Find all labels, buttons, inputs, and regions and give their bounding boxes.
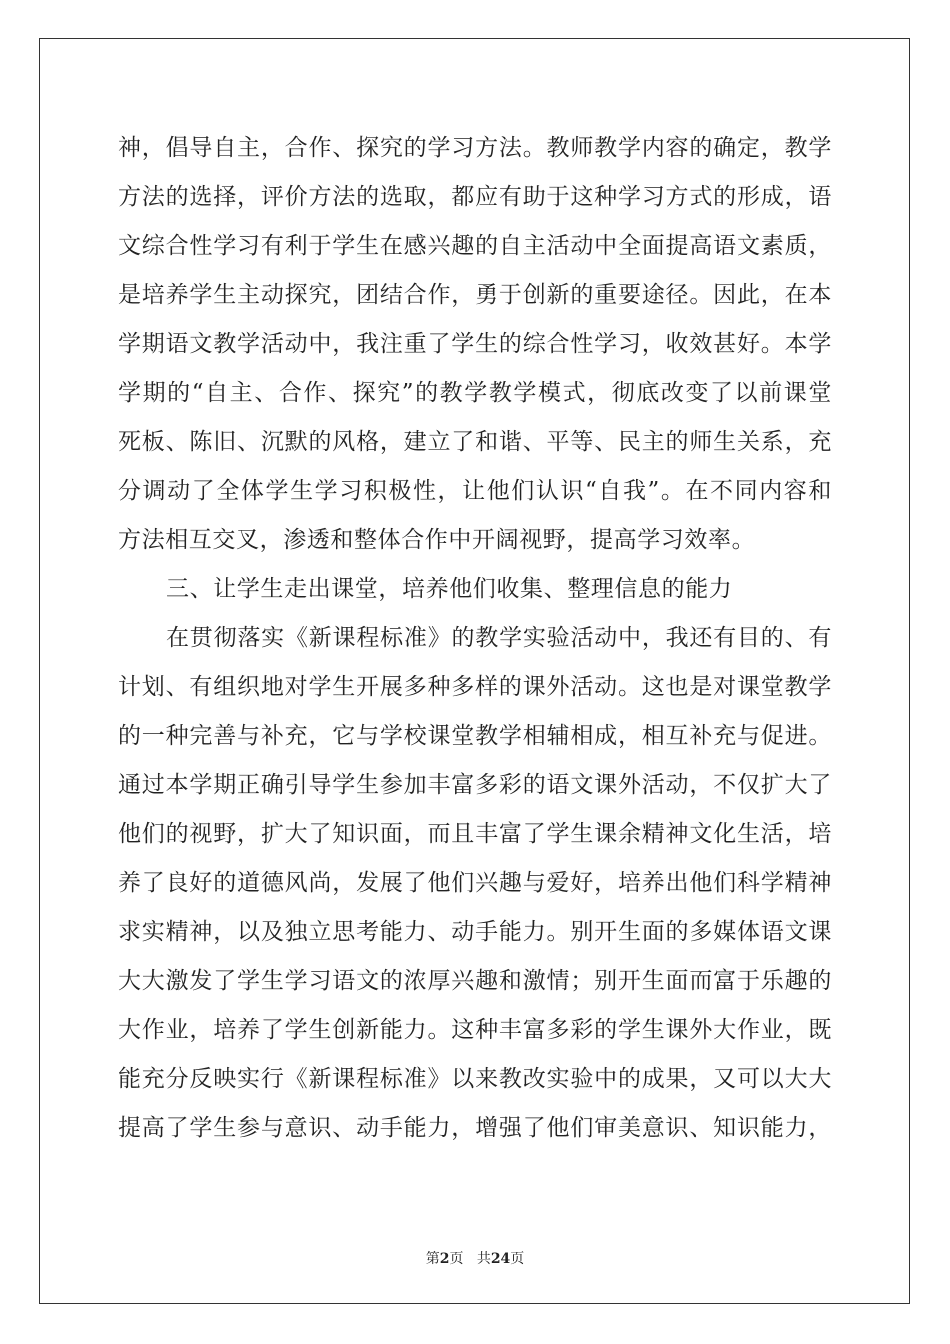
total-prefix: 共 bbox=[476, 1251, 491, 1267]
text-line: 计划、有组织地对学生开展多种多样的课外活动。这也是对课堂教学 bbox=[118, 674, 832, 700]
section-heading: 三、让学生走出课堂，培养他们收集、整理信息的能力 bbox=[166, 576, 733, 602]
text-line: 学期语文教学活动中，我注重了学生的综合性学习，收效甚好。本学 bbox=[118, 331, 832, 357]
text-line: 在贯彻落实《新课程标准》的教学实验活动中，我还有目的、有 bbox=[166, 625, 832, 651]
text-line: 大大激发了学生学习语文的浓厚兴趣和激情；别开生面而富于乐趣的 bbox=[118, 968, 832, 994]
page-suffix: 页 bbox=[449, 1251, 464, 1267]
text-line: 能充分反映实行《新课程标准》以来教改实验中的成果，又可以大大 bbox=[118, 1066, 832, 1092]
text-line: 死板、陈旧、沉默的风格，建立了和谐、平等、民主的师生关系，充 bbox=[118, 429, 832, 455]
text-line: 方法相互交叉，渗透和整体合作中开阔视野，提高学习效率。 bbox=[118, 527, 756, 553]
text-line: 提高了学生参与意识、动手能力，增强了他们审美意识、知识能力， bbox=[118, 1115, 832, 1141]
text-line: 文综合性学习有利于学生在感兴趣的自主活动中全面提高语文素质， bbox=[118, 233, 832, 259]
text-line: 分调动了全体学生学习积极性，让他们认识“自我”。在不同内容和 bbox=[118, 478, 832, 504]
text-line: 大作业，培养了学生创新能力。这种丰富多彩的学生课外大作业，既 bbox=[118, 1017, 832, 1043]
total-suffix: 页 bbox=[510, 1251, 525, 1267]
text-line: 是培养学生主动探究，团结合作，勇于创新的重要途径。因此，在本 bbox=[118, 282, 832, 308]
page-number: 2 bbox=[439, 1251, 450, 1267]
text-line: 神，倡导自主，合作、探究的学习方法。教师教学内容的确定，教学 bbox=[118, 135, 832, 161]
text-line: 他们的视野，扩大了知识面，而且丰富了学生课余精神文化生活，培 bbox=[118, 821, 832, 847]
text-line: 方法的选择，评价方法的选取，都应有助于这种学习方式的形成，语 bbox=[118, 184, 832, 210]
text-line: 求实精神，以及独立思考能力、动手能力。别开生面的多媒体语文课 bbox=[118, 919, 832, 945]
page-footer bbox=[0, 1248, 950, 1268]
text-line: 养了良好的道德风尚，发展了他们兴趣与爱好，培养出他们科学精神 bbox=[118, 870, 832, 896]
text-line: 学期的“自主、合作、探究”的教学教学模式，彻底改变了以前课堂 bbox=[118, 380, 832, 406]
document-body bbox=[118, 124, 832, 1153]
text-line: 的一种完善与补充，它与学校课堂教学相辅相成，相互补充与促进。 bbox=[118, 723, 832, 749]
total-pages: 24 bbox=[490, 1251, 511, 1267]
page-prefix: 第 bbox=[425, 1251, 440, 1267]
text-line: 通过本学期正确引导学生参加丰富多彩的语文课外活动，不仅扩大了 bbox=[118, 772, 832, 798]
